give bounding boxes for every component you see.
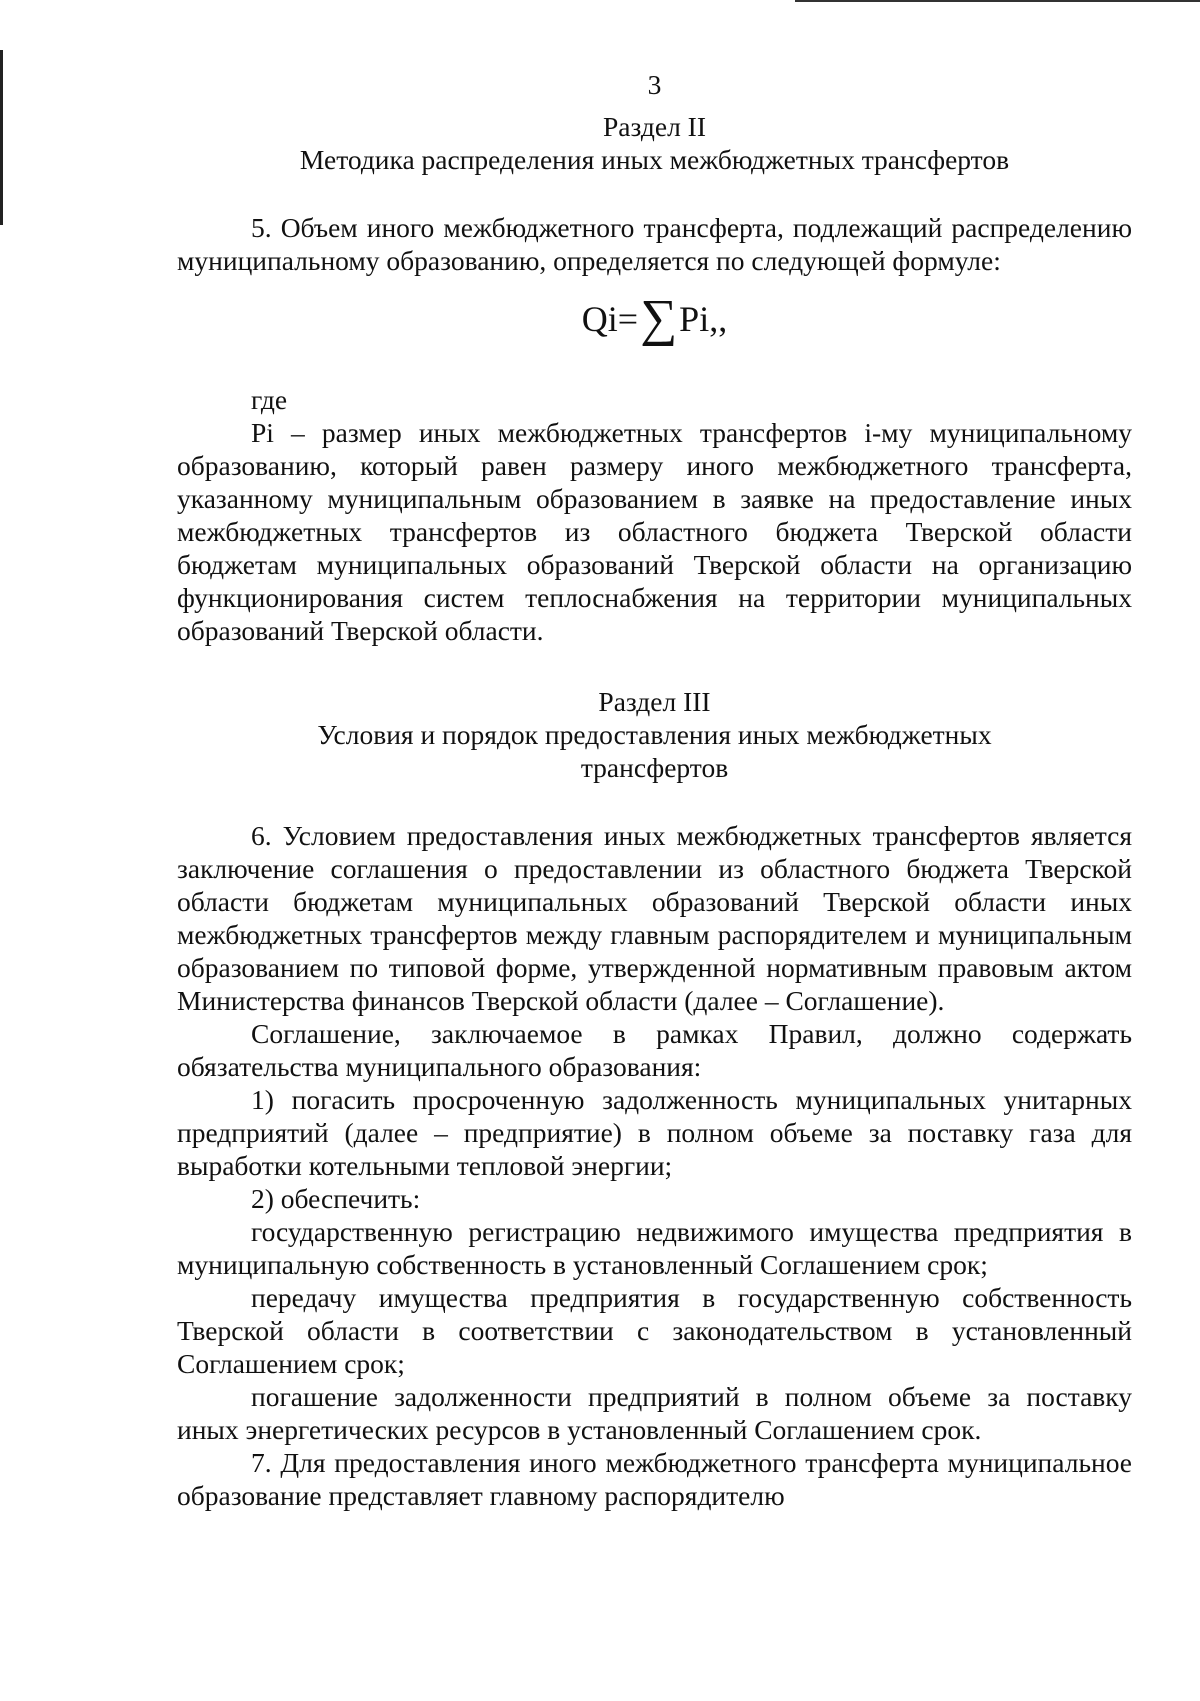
section-2-title: Методика распределения иных межбюджетных трансфертов [299, 144, 1010, 175]
where-label: где [251, 384, 288, 415]
section-3-header [177, 685, 1132, 784]
paragraph-item-1: 1) погасить просроченную задолженность муниципальных унитарных предприятий (далее – предприятие) в полном объеме за поставку газа для выработки котельными тепловой энергии; [177, 1084, 1132, 1181]
paragraph-registration: государственную регистрацию недвижимого имущества предприятия в муниципальную собственность в установленный Соглашением срок; [177, 1216, 1132, 1280]
paragraph-agreement: Соглашение, заключаемое в рамках Правил, должно содержать обязательства муниципального образования: [177, 1018, 1132, 1082]
formula-sigma: ∑ [640, 290, 678, 347]
section-2-heading: Раздел II [603, 111, 706, 142]
formula-left: Qi= [581, 299, 639, 339]
paragraph-transfer: передачу имущества предприятия в государственную собственность Тверской области в соответствии с законодательством в установленный Соглашением срок; [177, 1282, 1132, 1379]
document-body [177, 68, 1132, 1512]
formula-right: Pi,, [679, 299, 728, 339]
page-number: 3 [647, 69, 662, 100]
section-3-heading: Раздел III [598, 686, 711, 717]
formula [177, 290, 1132, 347]
section-3-title-line1: Условия и порядок предоставления иных межбюджетных [317, 719, 992, 750]
paragraph-7: 7. Для предоставления иного межбюджетного трансферта муниципальное образование представляет главному распорядителю [177, 1447, 1132, 1511]
scan-edge-top [795, 0, 1200, 2]
paragraph-debt: погашение задолженности предприятий в полном объеме за поставку иных энергетических ресурсов в установленный Соглашением срок. [177, 1381, 1132, 1445]
paragraph-5: 5. Объем иного межбюджетного трансферта, подлежащий распределению муниципальному образованию, определяется по следующей формуле: [177, 212, 1132, 276]
paragraph-6: 6. Условием предоставления иных межбюджетных трансфертов является заключение соглашения о предоставлении из областного бюджета Тверской области бюджетам муниципальных образований Тверской области иных межбюджетных трансфертов между главным распорядителем и муниципальным образованием по типовой форме, утвержденной нормативным правовым актом Министерства финансов Тверской области (далее – Соглашение). [177, 820, 1132, 1016]
section-3-title-line2: трансфертов [580, 752, 729, 783]
paragraph-pi-definition: Pi – размер иных межбюджетных трансфертов i-му муниципальному образованию, который равен размеру иного межбюджетного трансферта, указанному муниципальным образованием в заявке на предоставление иных межбюджетных трансфертов из областного бюджета Тверской области бюджетам муниципальных образований Тверской области на организацию функционирования систем теплоснабжения на территории муниципальных образований Тверской области. [177, 417, 1132, 646]
scan-edge-left [0, 50, 3, 225]
section-2-header [177, 110, 1132, 176]
paragraph-item-2: 2) обеспечить: [251, 1183, 421, 1214]
